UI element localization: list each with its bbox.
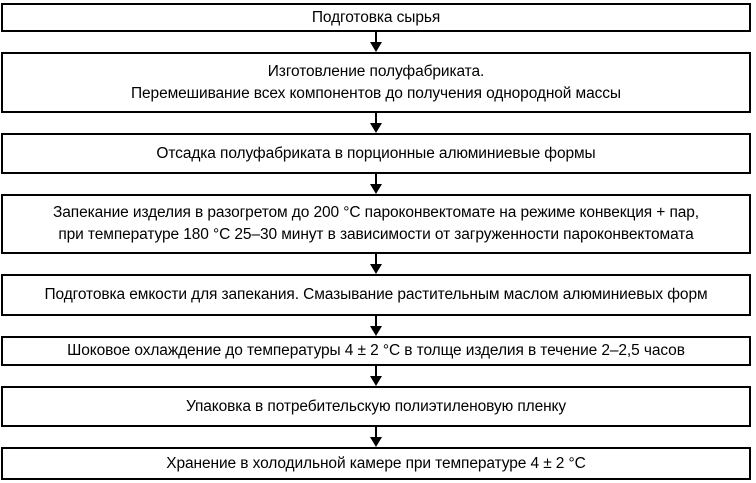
arrow-down-icon	[369, 113, 383, 133]
step-text: Упаковка в потребительскую полиэтиленовую пленку	[185, 397, 567, 415]
arrow-down-icon	[369, 316, 383, 336]
step-text-line-2: Перемешивание всех компонентов до получения однородной массы	[131, 84, 621, 102]
step-raw-material-preparation	[1, 3, 751, 32]
arrow-down-icon	[369, 366, 383, 386]
step-shock-cooling	[1, 336, 751, 366]
step-semi-product-making	[1, 52, 751, 113]
step-text: Подготовка сырья	[311, 8, 441, 26]
arrow-down-icon	[369, 32, 383, 52]
step-packaging	[1, 386, 751, 427]
step-text: Шоковое охлаждение до температуры 4 ± 2 °С в толще изделия в течение 2–2,5 часов	[67, 342, 685, 359]
step-depositing-into-forms	[1, 133, 751, 174]
arrow-down-icon	[369, 254, 383, 274]
step-container-preparation	[1, 274, 751, 316]
step-text-line-1: Запекание изделия в разогретом до 200 °С пароконвектомате на режиме конвекция + пар,	[53, 204, 699, 221]
step-baking	[1, 194, 751, 254]
arrow-down-icon	[369, 174, 383, 194]
step-text: Хранение в холодильной камере при температуре 4 ± 2 °С	[166, 454, 586, 472]
step-text: Отсадка полуфабриката в порционные алюминиевые формы	[156, 144, 596, 162]
step-cold-storage	[1, 447, 751, 480]
step-text: Подготовка емкости для запекания. Смазывание растительным маслом алюминиевых форм	[44, 286, 708, 303]
arrow-down-icon	[369, 427, 383, 447]
step-text-line-1: Изготовление полуфабриката.	[267, 62, 485, 80]
step-text-line-2: при температуре 180 °С 25–30 минут в зависимости от загруженности пароконвектомата	[58, 226, 694, 243]
